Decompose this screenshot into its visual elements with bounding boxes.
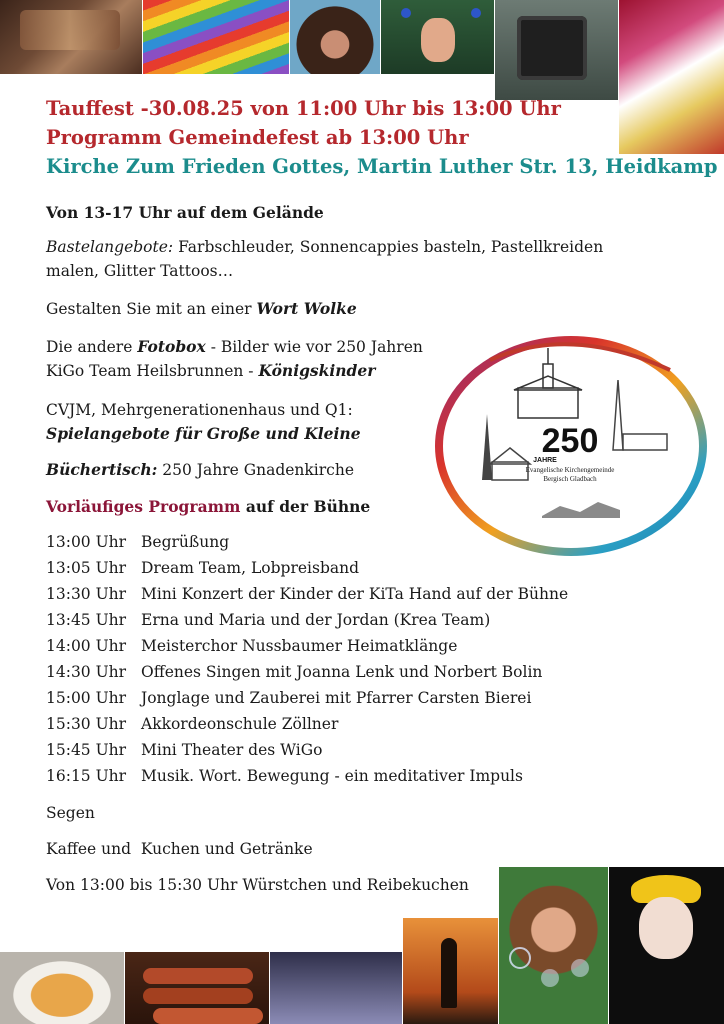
books-line [46,458,354,482]
church-left-icon [482,414,530,480]
program-item [46,763,568,789]
program-item [46,633,568,659]
photo-mime [609,867,724,1024]
program-item [46,685,568,711]
photo-potato-pancakes [0,952,124,1024]
logo-number: 250 [541,422,599,460]
program-text: Akkordeonschule Zöllner [141,715,339,733]
books-text: 250 Jahre Gnadenkirche [162,461,354,479]
program-text: Dream Team, Lobpreisband [141,559,360,577]
program-heading-colored: Vorläufiges Programm [46,497,241,516]
photo-magic-rabbit [270,952,402,1024]
program-time: 15:30 Uhr [46,715,127,733]
church-center-icon [514,348,582,418]
program-time: 13:05 Uhr [46,559,127,577]
program-text: Offenes Singen mit Joanna Lenk und Norbert Bolin [141,663,543,681]
program-time: 14:30 Uhr [46,663,127,681]
logo-org-line1: Evangelische Kirchengemeinde [525,466,615,474]
photo-em: Fotobox [137,337,206,356]
program-time: 13:00 Uhr [46,533,127,551]
headline-program: Programm Gemeindefest ab 13:00 Uhr [46,126,469,149]
program-text: Mini Konzert der Kinder der KiTa Hand auf der Bühne [141,585,569,603]
grounds-heading: Von 13-17 Uhr auf dem Gelände [46,203,324,222]
blessing: Segen [46,804,95,822]
headline-tauffest: Tauffest -30.08.25 von 11:00 Uhr bis 13:00 Uhr [46,97,561,120]
cvjm-text: CVJM, Mehrgenerationenhaus und Q1: [46,401,353,419]
cvjm-em: Spielangebote für Große und Kleine [46,424,361,443]
photo-sausages [125,952,269,1024]
program-time: 13:45 Uhr [46,611,127,629]
photo-girl-bubbles [499,867,608,1024]
craft-text-2: malen, Glitter Tattoos… [46,262,234,280]
building-bottom-icon [542,502,620,518]
word-cloud-line [46,297,357,321]
program-item [46,607,568,633]
books-label: Büchertisch: [46,460,158,479]
logo-jahre: JAHRE [533,457,557,464]
craft-label: Bastelangebote: [46,238,174,256]
program-item [46,555,568,581]
photo-text: Die andere [46,338,133,356]
program-heading [46,495,370,519]
photo-box-camera [495,0,618,100]
program-text: Begrüßung [141,533,230,551]
cloud-text: Gestalten Sie mit an einer [46,300,252,318]
photo-juggler [381,0,494,74]
craft-offers [46,235,626,283]
program-text: Jonglage und Zauberei mit Pfarrer Carsten Bierei [141,689,532,707]
program-time: 13:30 Uhr [46,585,127,603]
photo-colored-sticks [143,0,289,74]
photobox-block [46,335,423,383]
program-item [46,581,568,607]
program-text: Musik. Wort. Bewegung - ein meditativer Impuls [141,767,523,785]
kigo-em: Königskinder [258,361,376,380]
craft-text-1: Farbschleuder, Sonnencappies basteln, Pastellkreiden [178,238,604,256]
program-list [46,529,568,789]
program-text: Meisterchor Nussbaumer Heimatklänge [141,637,458,655]
photo-costumes [619,0,724,154]
program-time: 15:00 Uhr [46,689,127,707]
logo-org-line2: Bergisch Gladbach [543,475,597,483]
photo-girl-portrait [290,0,380,74]
coffee-cake: Kaffee und Kuchen und Getränke [46,840,313,858]
program-time: 14:00 Uhr [46,637,127,655]
program-item [46,711,568,737]
cloud-em: Wort Wolke [256,299,357,318]
anniversary-logo [430,330,712,556]
program-time: 16:15 Uhr [46,767,127,785]
photo-dancer-silhouette [403,918,498,1024]
program-text: Mini Theater des WiGo [141,741,323,759]
cvjm-block [46,398,361,446]
program-item [46,737,568,763]
program-item [46,659,568,685]
headline-location: Kirche Zum Frieden Gottes, Martin Luther Str. 13, Heidkamp [46,155,718,178]
church-right-icon [613,380,667,450]
program-time: 15:45 Uhr [46,741,127,759]
program-text: Erna und Maria und der Jordan (Krea Team) [141,611,491,629]
sausages-pancakes: Von 13:00 bis 15:30 Uhr Würstchen und Reibekuchen [46,876,469,894]
program-heading-rest: auf der Bühne [245,497,371,516]
photo-rest: - Bilder wie vor 250 Jahren [210,338,423,356]
photo-bread [0,0,142,74]
kigo-text: KiGo Team Heilsbrunnen - [46,362,254,380]
